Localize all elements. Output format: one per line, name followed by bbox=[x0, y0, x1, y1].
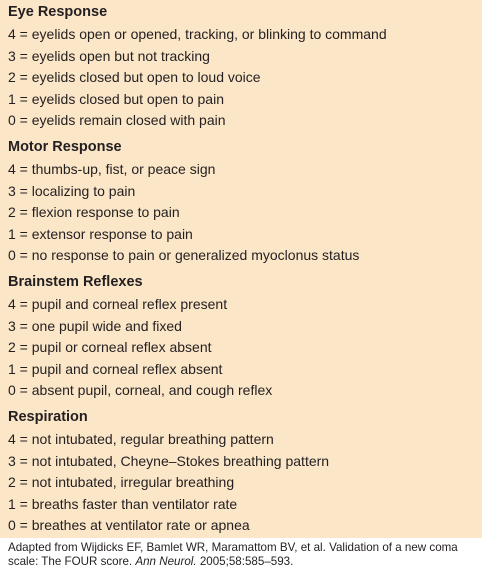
section-motor-response bbox=[8, 138, 482, 267]
list-item: 1 = breaths faster than ventilator rate bbox=[8, 495, 238, 512]
list-item: 4 = not intubated, regular breathing pattern bbox=[8, 430, 274, 447]
section-eye-response bbox=[8, 3, 482, 132]
list-item: 1 = extensor response to pain bbox=[8, 225, 193, 242]
list-item: 3 = localizing to pain bbox=[8, 182, 136, 199]
list-item: 1 = eyelids closed but open to pain bbox=[8, 90, 224, 107]
section-title: Motor Response bbox=[8, 138, 122, 155]
list-item: 3 = not intubated, Cheyne–Stokes breathing pattern bbox=[8, 452, 330, 469]
section-brainstem-reflexes bbox=[8, 273, 482, 402]
list-item: 2 = flexion response to pain bbox=[8, 204, 180, 221]
list-item: 0 = breathes at ventilator rate or apnea bbox=[8, 517, 250, 534]
list-item: 2 = eyelids closed but open to loud voice bbox=[8, 69, 261, 86]
list-item: 3 = eyelids open but not tracking bbox=[8, 47, 210, 64]
list-item: 2 = not intubated, irregular breathing bbox=[8, 474, 235, 491]
section-title: Brainstem Reflexes bbox=[8, 273, 143, 290]
caption-citation: Adapted from Wijdicks EF, Bamlet WR, Maramattom BV, et al. Validation of a new coma scale: The FOUR score. bbox=[8, 541, 458, 568]
list-item: 0 = absent pupil, corneal, and cough reflex bbox=[8, 382, 273, 399]
list-item: 1 = pupil and corneal reflex absent bbox=[8, 360, 223, 377]
section-title: Eye Response bbox=[8, 4, 108, 20]
list-item: 0 = no response to pain or generalized myoclonus status bbox=[8, 247, 360, 264]
list-item: 2 = pupil or corneal reflex absent bbox=[8, 339, 212, 356]
list-item: 4 = eyelids open or opened, tracking, or blinking to command bbox=[8, 26, 387, 42]
list-item: 3 = one pupil wide and fixed bbox=[8, 317, 182, 334]
caption-journal: Ann Neurol. bbox=[135, 554, 197, 568]
source-caption bbox=[8, 541, 482, 568]
list-item: 4 = pupil and corneal reflex present bbox=[8, 295, 228, 312]
caption-volume: 2005;58:585–593. bbox=[199, 554, 294, 568]
list-item: 4 = thumbs-up, fist, or peace sign bbox=[8, 160, 216, 177]
section-title: Respiration bbox=[8, 408, 88, 425]
section-respiration bbox=[8, 408, 482, 537]
list-item: 0 = eyelids remain closed with pain bbox=[8, 112, 226, 129]
